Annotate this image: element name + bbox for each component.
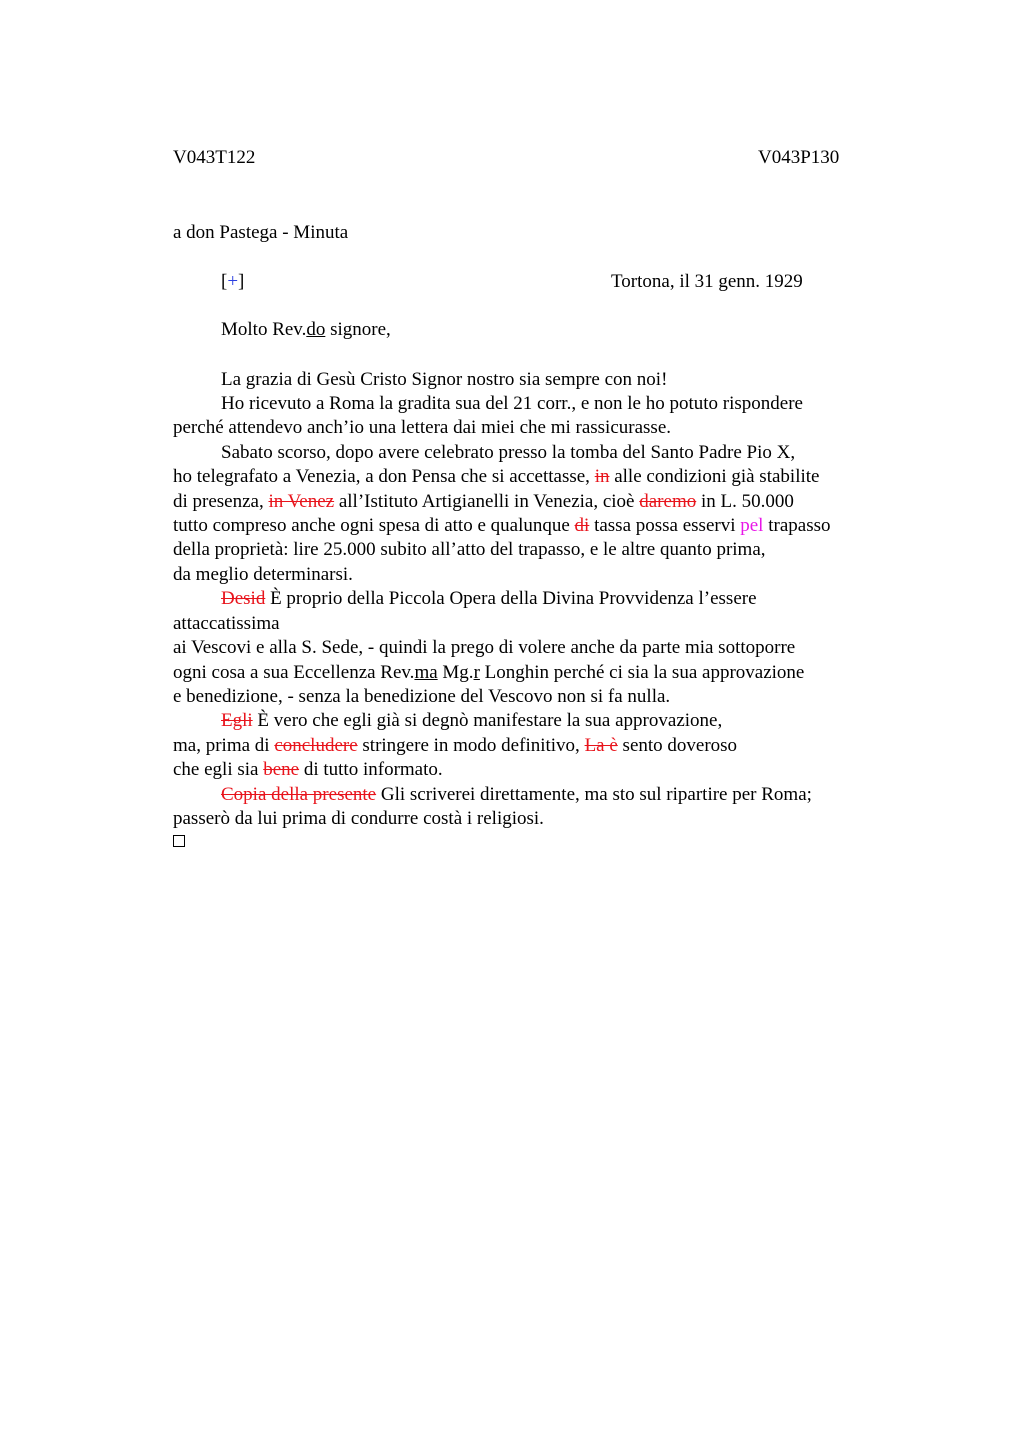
deleted-text: La è [584, 735, 618, 756]
empty-square-icon [173, 835, 185, 847]
deleted-text: Desid [221, 588, 266, 609]
deleted-text: bene [263, 759, 300, 780]
paragraph-line: Sabato scorso, dopo avere celebrato presso la tomba del Santo Padre Pio X, [221, 442, 796, 463]
paragraph-line: ogni cosa a sua Eccellenza Rev.ma Mg.r Longhin perché ci sia la sua approvazione [173, 662, 805, 683]
salutation: Molto Rev.do signore, [221, 319, 391, 340]
paragraph-line: tutto compreso anche ogni spesa di atto e qualunque di tassa possa esservi pel trapasso [173, 515, 831, 536]
deleted-text: Egli [221, 710, 253, 731]
paragraph-line: Desid È proprio della Piccola Opera della Divina Provvidenza l’essere [221, 588, 757, 609]
deleted-text: in [594, 466, 610, 487]
paragraph-line: perché attendevo anch’io una lettera dai miei che mi rassicurasse. [173, 417, 671, 438]
paragraph-line: da meglio determinarsi. [173, 564, 353, 585]
paragraph-line: di presenza, in Venez all’Istituto Artigianelli in Venezia, cioè daremo in L. 50.000 [173, 491, 794, 512]
paragraph-line: ai Vescovi e alla S. Sede, - quindi la prego di volere anche da parte mia sottoporre [173, 637, 796, 658]
paragraph-greeting: La grazia di Gesù Cristo Signor nostro sia sempre con noi! [221, 369, 668, 390]
cross-mark: [+] [221, 271, 245, 292]
deleted-text: di [574, 515, 590, 536]
paragraph-line: che egli sia bene di tutto informato. [173, 759, 443, 780]
paragraph-line: Egli È vero che egli già si degnò manifestare la sua approvazione, [221, 710, 723, 731]
paragraph-line: ho telegrafato a Venezia, a don Pensa che si accettasse, in alle condizioni già stabilite [173, 466, 820, 487]
deleted-text: concludere [274, 735, 358, 756]
paragraph-line: e benedizione, - senza la benedizione del Vescovo non si fa nulla. [173, 686, 671, 707]
deleted-text: daremo [639, 491, 697, 512]
paragraph-line: passerò da lui prima di condurre costà i religiosi. [173, 808, 544, 829]
header-left-code: V043T122 [173, 147, 256, 168]
letter-title: a don Pastega - Minuta [173, 222, 349, 243]
deleted-text: Copia della presente [221, 784, 377, 805]
deleted-text: in Venez [268, 491, 335, 512]
header-right-code: V043P130 [758, 147, 840, 168]
paragraph-line: della proprietà: lire 25.000 subito all’atto del trapasso, e le altre quanto prima, [173, 539, 766, 560]
cross-icon: + [227, 271, 239, 292]
paragraph-line: Copia della presente Gli scriverei direttamente, ma sto sul ripartire per Roma; [221, 784, 812, 805]
paragraph-line: attaccatissima [173, 613, 280, 634]
dateline: Tortona, il 31 genn. 1929 [611, 271, 803, 292]
paragraph-line: ma, prima di concludere stringere in modo definitivo, La è sento doveroso [173, 735, 738, 756]
inserted-text: pel [740, 515, 764, 536]
paragraph-line: Ho ricevuto a Roma la gradita sua del 21 corr., e non le ho potuto rispondere [221, 393, 803, 414]
